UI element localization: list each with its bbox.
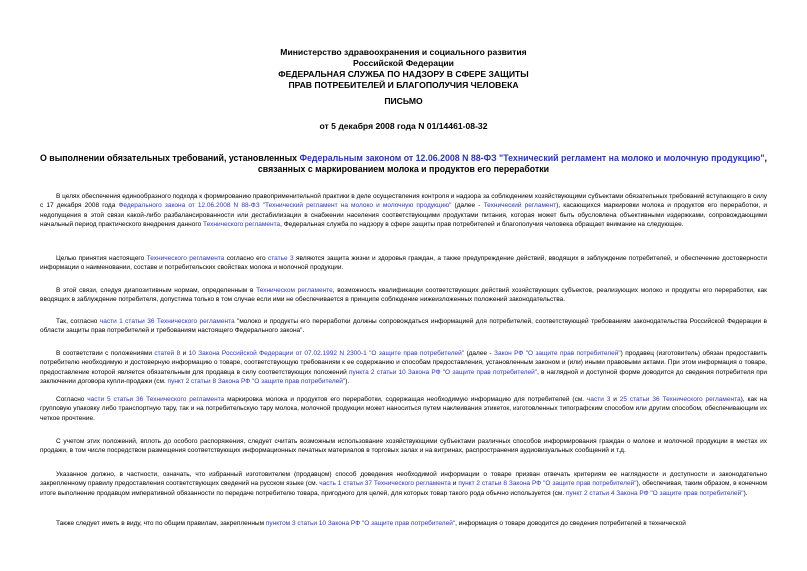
- p6-text: и: [610, 396, 620, 403]
- org-line-1: Министерство здравоохранения и социального развития: [280, 47, 527, 57]
- p9-text: Также следует иметь в виду, что по общим правилам, закрепленным: [56, 520, 266, 527]
- p5-link-law-2300[interactable]: 10 Закона Российской Федерации от 07.02.1992 N 2300-1 "О защите прав потребителей": [188, 350, 465, 357]
- p6-text: ), как на групповую упаковку либо транспортную тару, так и на потребительскую тару молока, молочной продукции может наноситься путем наклеивания этикеток, изготовленных типографским способом или другим способом, обеспечивающим их четкое прочтение.: [40, 396, 767, 422]
- paragraph-3: [40, 286, 767, 305]
- document-date-number: от 5 декабря 2008 года N 01/14461-08-32: [319, 121, 488, 131]
- p5-text: (далее -: [464, 350, 495, 357]
- p6-link-part-5-art-36[interactable]: части 5 статьи 36 Технического регламента: [87, 396, 225, 403]
- p1-text: В целях обеспечения единообразного подхода к формированию правоприменительной практики в деле осуществления контроля и надзора за соблюдением хозяйствующими субъектами обязательных требований вступающего в силу с 17 декабря 2008 года: [40, 193, 767, 210]
- p9-text: , информация о товаре доводится до сведения потребителей в технической: [455, 520, 686, 527]
- p2-text: являются защита жизни и здоровья граждан, а также предупреждение действий, вводящих в заблуждение потребителей, и обеспечение достоверности информации о наименовании, составе и потребительских свойствах молока и молочной продукции.: [40, 255, 768, 272]
- p5-text: , в наглядной и доступной форме доводится до сведения потребителя при заключении договора купли-продажи (см.: [40, 368, 767, 385]
- p6-link-part-25[interactable]: 25 статьи 36 Технического регламента: [619, 396, 741, 403]
- p1-link-regulation[interactable]: Технический регламент: [483, 202, 557, 210]
- p3-link-regulation[interactable]: Техническом регламенте: [256, 287, 333, 294]
- title-law-link[interactable]: Федеральным законом от 12.06.2008 N 88-ФЗ "Технический регламент на молоко и молочную продукцию": [299, 153, 765, 163]
- p8-link-point-2-art-4[interactable]: пункт 2 статьи 4 Закона РФ "О защите прав потребителей": [565, 489, 744, 497]
- p2-link-regulation[interactable]: Технического регламента: [146, 255, 225, 262]
- p3-text: , возможность квалификации соответствующих действий хозяйствующих субъектов, реализующих молоко и продукты его переработки, как вводящих в заблуждение потребителя, допустима только в том случае если ими не обеспечивается в принципе соблюдение нижеизложенных положений законодательства.: [40, 287, 767, 304]
- p2-link-article-3[interactable]: статье 3: [267, 255, 294, 262]
- document-title: [40, 153, 767, 175]
- p8-text: и: [450, 480, 459, 488]
- paragraph-6: [40, 395, 767, 423]
- paragraph-2: [40, 254, 767, 273]
- p5-link-point-2-art-8[interactable]: пункт 2 статьи 8 Закона РФ "О защите прав потребителей": [167, 377, 346, 385]
- p5-link-point-2-art-10[interactable]: пункта 2 статьи 10 Закона РФ "О защите прав потребителей": [348, 368, 538, 376]
- org-line-4: ПРАВ ПОТРЕБИТЕЛЕЙ И БЛАГОПОЛУЧИЯ ЧЕЛОВЕКА: [288, 80, 519, 90]
- paragraph-8: [40, 470, 767, 498]
- paragraph-7: [40, 437, 767, 456]
- p6-text: Согласно: [56, 396, 88, 403]
- p4-text: "молоко и продукты его переработки должны сопровождаться информацией для потребителей, соответствующей требованиям законодательства Российской Федерации в области защиты прав потребителей и требованиям настоящего Федерального закона".: [40, 318, 767, 335]
- p2-text: Целью принятия настоящего: [56, 255, 147, 262]
- title-prefix: О выполнении обязательных требований, установленных: [40, 153, 300, 163]
- issuing-organization: [0, 47, 807, 91]
- p8-link-point-2-art-8[interactable]: пункт 2 статьи 8 Закона РФ "О защите прав потребителей": [458, 480, 637, 488]
- p5-text: ).: [345, 377, 350, 385]
- p5-link-article-8[interactable]: статей 8: [154, 350, 181, 357]
- p8-text: ).: [743, 489, 748, 497]
- org-line-3: ФЕДЕРАЛЬНАЯ СЛУЖБА ПО НАДЗОРУ В СФЕРЕ ЗАЩИТЫ: [278, 69, 529, 79]
- p2-text: согласно его: [224, 255, 268, 262]
- p1-text: ), касающихся маркировки молока и продуктов его переработки, и недопущения в этой связи какой-либо разбалансированности или дестабилизации в снабжении населения соответствующими продуктами питания, которая может быть обусловлена объективными издержками, сопровождающими начальный период практического внедрения данного: [40, 202, 767, 228]
- p7-text: С учетом этих положений, вплоть до особого распоряжения, следует считать возможным использование хозяйствующими субъектами различных способов информирования граждан о молоке и молочной продукции в местах их продажи, в том числе посредством размещения соответствующих информационных печатных материалов в торговых залах и на витринах, распространения аудиовизуальных сообщений и т.д.: [40, 438, 767, 455]
- p5-text: В соответствии с положениями: [56, 350, 155, 357]
- p4-text: Так, согласно: [56, 318, 100, 325]
- p9-link-point-3-art-10[interactable]: пунктом 3 статьи 10 Закона РФ "О защите прав потребителей": [265, 520, 456, 527]
- p6-text: маркировка молока и продуктов его переработки, содержащая необходимую информацию для потребителей (см.: [224, 396, 587, 403]
- p5-link-consumer-law[interactable]: Закон РФ "О защите прав потребителей": [494, 350, 621, 357]
- p1-text: (далее -: [451, 202, 484, 210]
- title-suffix: , связанных с маркированием молока и продуктов его переработки: [257, 153, 767, 174]
- p4-link-article-36[interactable]: части 1 статьи 36 Технического регламента: [99, 318, 235, 325]
- p5-text: и: [180, 350, 189, 357]
- p1-text: , Федеральная служба по надзору в сфере защиты прав потребителей и благополучия человека обращает внимание на следующее.: [280, 220, 684, 228]
- paragraph-1: [40, 192, 767, 229]
- p8-link-part-1-art-37[interactable]: часть 1 статьи 37 Технического регламента: [319, 480, 451, 488]
- p6-link-part-3[interactable]: части 3: [586, 396, 611, 403]
- paragraph-4: [40, 317, 767, 336]
- p3-text: В этой связи, следуя диапозитивным нормам, определенным в: [56, 287, 257, 294]
- p5-text: ) продавец (изготовитель) обязан предоставить потребителю необходимую и достоверную информацию о товаре, соответствующую требованиям к ее содержанию и способам предоставления, установленным законом и (или) иными правовыми актами. При этом информация о товаре, предоставление которой является обязательным для продавца в силу соответствующих положений: [40, 350, 768, 376]
- p1-link-law[interactable]: Федерального закона от 12.06.2008 N 88-ФЗ "Технический регламент на молоко и молочную продукцию": [118, 202, 452, 210]
- p8-text: ), обеспечивая, таким образом, в конечном итоге выполнение продавцом императивной обязанности по передаче потребителю товара, пригодного для целей, для которых товар такого рода обычно используется (см.: [40, 480, 768, 497]
- document-type: ПИСЬМО: [384, 96, 423, 106]
- paragraph-5: [40, 349, 767, 386]
- org-line-2: Российской Федерации: [353, 58, 454, 68]
- paragraph-9: [40, 519, 767, 528]
- p8-text: Указанное должно, в частности, означать, что избранный изготовителем (продавцом) способ доведения необходимой информации о товаре призван отвечать критериям ее наглядности и доступности и законодательно закрепленному правилу предоставления соответствующих сведений на русском языке (см.: [40, 471, 767, 488]
- p1-link-regulation-2[interactable]: Технического регламента: [203, 220, 281, 228]
